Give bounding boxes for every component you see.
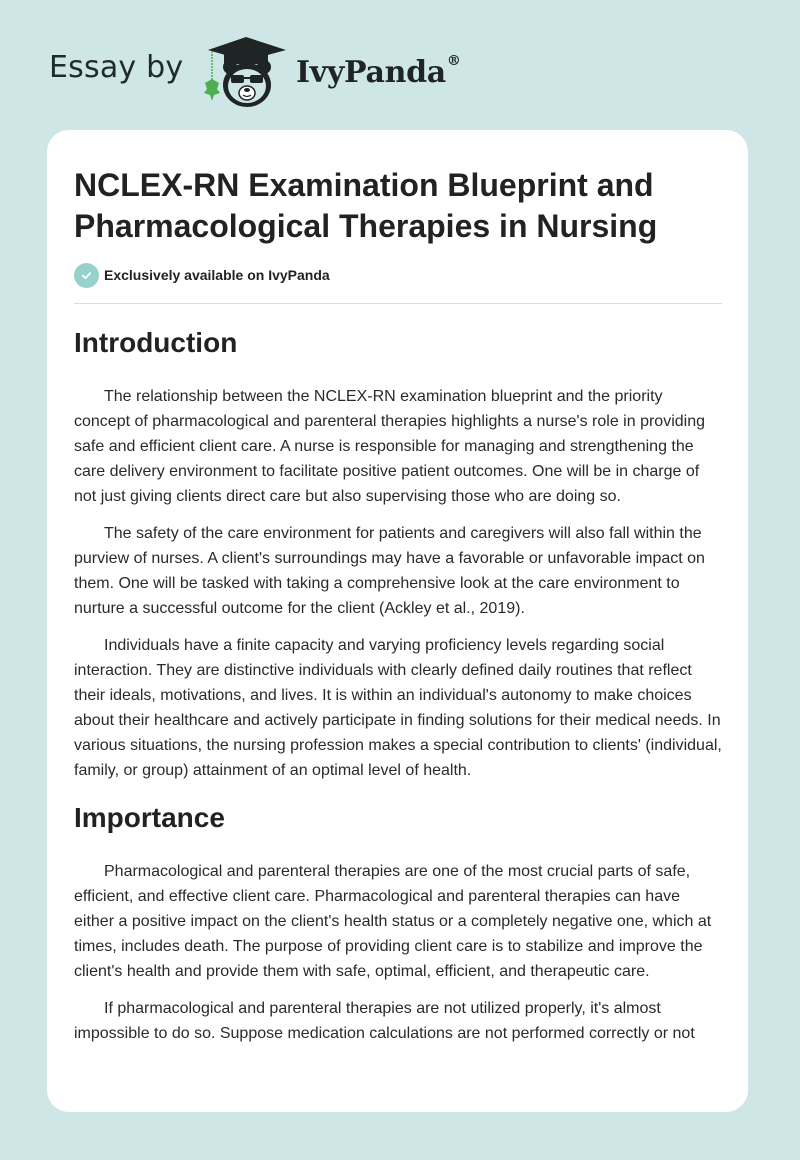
page-title: NCLEX-RN Examination Blueprint and Pharmacological Therapies in Nursing (74, 167, 658, 244)
paragraph: The safety of the care environment for patients and caregivers will also fall within the purview of nurses. A client's surroundings may have a favorable or unfavorable impact on them. One will be tasked with taking a comprehensive look at the care environment to nurture a successful outcome for the client (Ackley et al., 2019). (74, 525, 705, 617)
article-body (74, 320, 722, 1058)
brand-name[interactable] (296, 55, 461, 90)
divider (74, 303, 722, 304)
check-circle-icon (74, 263, 99, 288)
paragraph: If pharmacological and parenteral therapies are not utilized properly, it's almost impossible to do so. Suppose medication calculations are not performed correctly or not (74, 1000, 695, 1042)
exclusive-badge (74, 262, 330, 288)
panda-logo-icon[interactable] (200, 35, 292, 110)
paragraph: Individuals have a finite capacity and varying proficiency levels regarding social interaction. They are distinctive individuals with clearly defined daily routines that reflect their ideals, motivations, and lives. It is within an individual's autonomy to make choices about their healthcare and actively participate in finding solutions for their medical needs. In various situations, the nursing profession makes a special contribution to clients' (individual, family, or group) attainment of an optimal level of health. (74, 637, 722, 779)
registered-mark: ® (446, 53, 461, 69)
site-header (0, 0, 800, 130)
section-heading: Introduction (74, 327, 238, 358)
essay-card (47, 130, 748, 1112)
paragraph: Pharmacological and parenteral therapies are one of the most crucial parts of safe, efficient, and effective client care. Pharmacological and parenteral therapies can have either a positive impact on the client's health status or a completely negative one, which at times, includes death. The purpose of providing client care is to stabilize and improve the client's health and provide them with safe, optimal, efficient, and therapeutic care. (74, 863, 712, 980)
brand-name-text: IvyPanda (296, 55, 446, 90)
section-heading: Importance (74, 802, 225, 833)
paragraph: The relationship between the NCLEX-RN examination blueprint and the priority concept of pharmacological and parenteral therapies highlights a nurse's role in providing safe and efficient client care. A nurse is responsible for managing and strengthening the care delivery environment to facilitate positive patient outcomes. One will be in charge of not just giving clients direct care but also supervising those who are doing so. (74, 388, 705, 505)
brand-prefix: Essay by (49, 50, 184, 85)
section-importance (74, 795, 722, 1046)
section-introduction (74, 320, 722, 783)
exclusive-text: Exclusively available on IvyPanda (104, 267, 330, 283)
